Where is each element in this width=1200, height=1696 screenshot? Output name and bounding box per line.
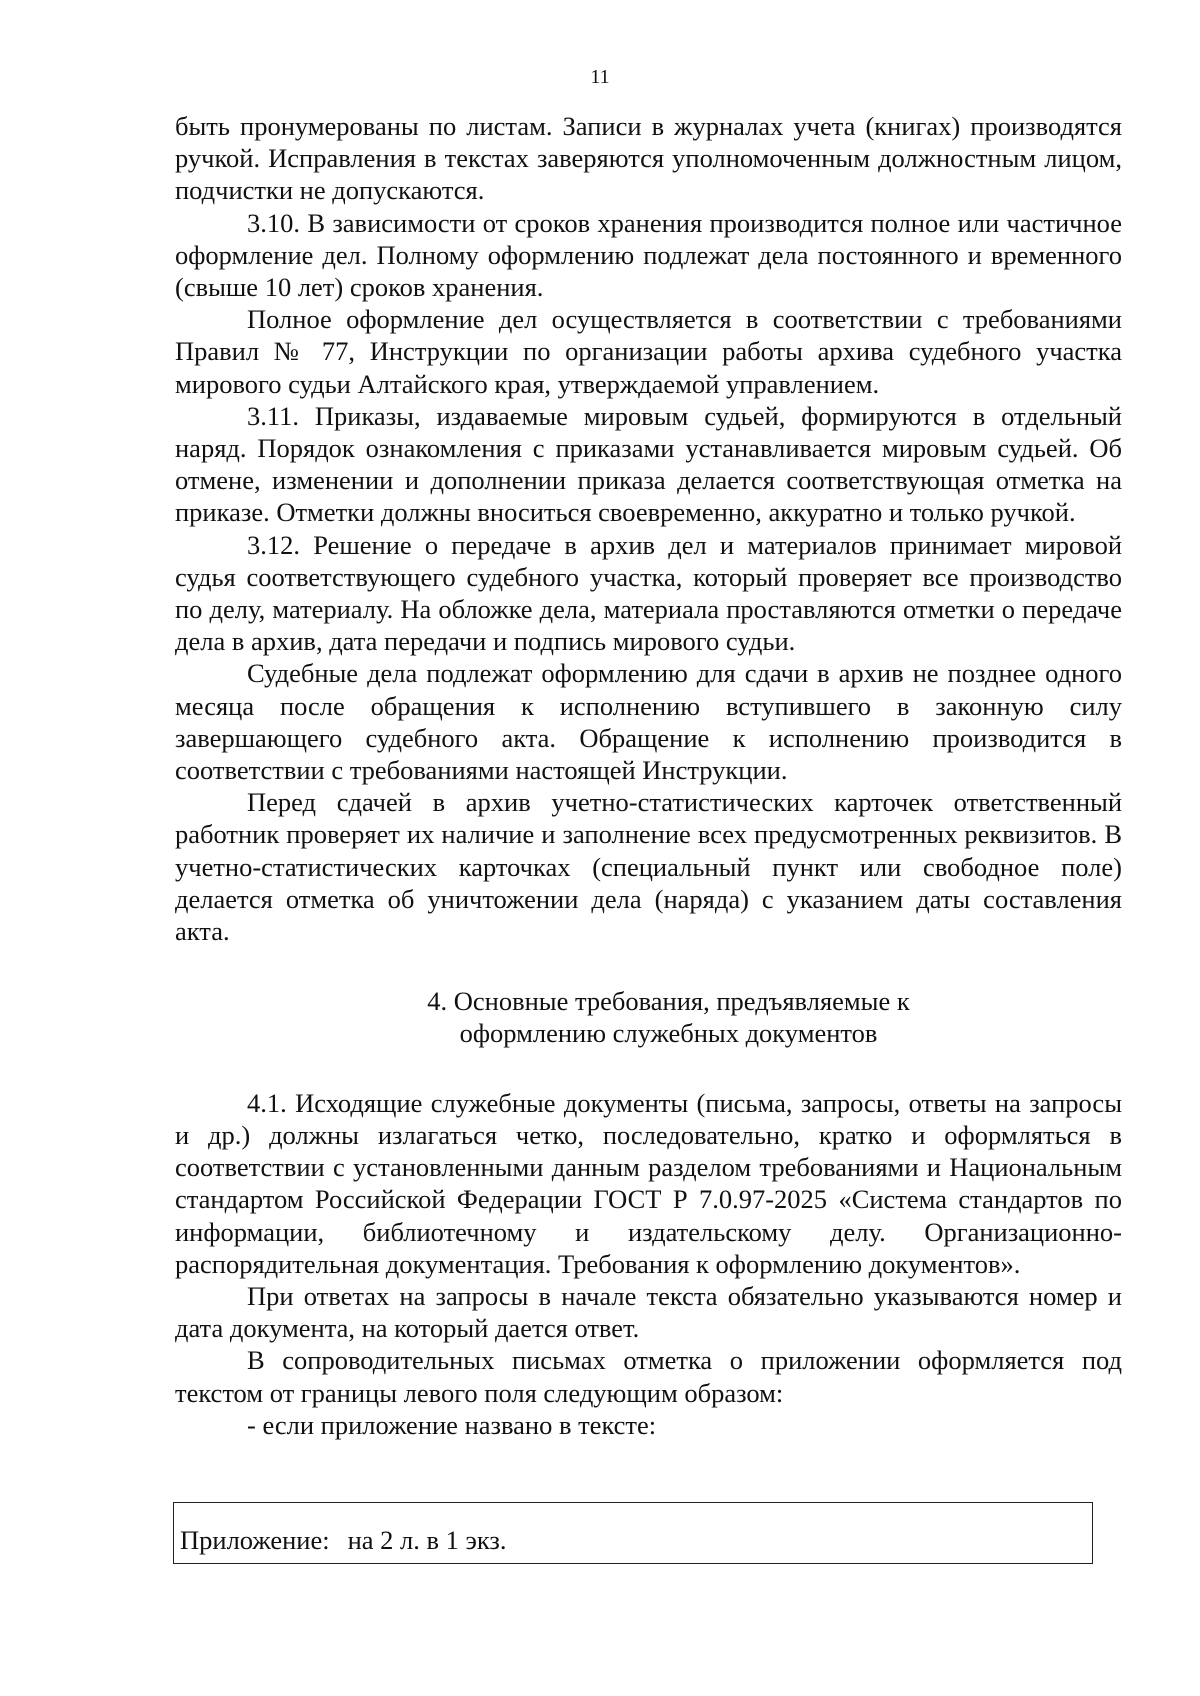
paragraph-responses: При ответах на запросы в начале текста обязательно указываются номер и дата документа, на который дается ответ. <box>175 1280 1122 1344</box>
paragraph-cover-letters: В сопроводительных письмах отметка о приложении оформляется под текстом от границы левого поля следующим образом: <box>175 1345 1122 1408</box>
paragraph-full-registration: Полное оформление дел осуществляется в соответствии с требованиями Правил № 77, Инструкции по организации работы архива судебного участка мирового судьи Алтайского края, утверждаемой управлением. <box>175 304 1122 399</box>
paragraph-continuation: быть пронумерованы по листам. Записи в журналах учета (книгах) производятся ручкой. Исправления в текстах заверяются уполномоченным должностным лицом, подчистки не допускаются. <box>175 111 1122 206</box>
paragraph-3-11: 3.11. Приказы, издаваемые мировым судьей, формируются в отдельный наряд. Порядок ознакомления с приказами устанавливается мировым судьей. Об отмене, изменении и дополнении приказа делается соответствующая отметка на приказе. Отметки должны вноситься своевременно, аккуратно и только ручкой. <box>175 400 1122 528</box>
section-heading-line-1: 4. Основные требования, предъявляемые к <box>427 986 910 1017</box>
paragraph-3-10: 3.10. В зависимости от сроков хранения производится полное или частичное оформление дел. Полному оформлению подлежат дела постоянного и временного (свыше 10 лет) сроков хранения. <box>175 207 1122 303</box>
paragraph-4-1: 4.1. Исходящие служебные документы (письма, запросы, ответы на запросы и др.) должны излагаться четко, последовательно, кратко и оформляться в соответствии с установленными данным разделом требованиями и Национальным стандартом Российской Федерации ГОСТ Р 7.0.97-2025 «Система стандартов по информации, библиотечному и издательскому делу. Организационно-распорядительная документация. Требования к оформлению документов». <box>175 1087 1122 1279</box>
document-body <box>175 110 1122 1441</box>
section-heading <box>175 985 1122 1049</box>
annex-value: на 2 л. в 1 экз. <box>347 1525 507 1555</box>
paragraph-court-cases: Судебные дела подлежат оформлению для сдачи в архив не позднее одного месяца после обращения к исполнению вступившего в законную силу завершающего судебного акта. Обращение к исполнению производится в соответствии с требованиями настоящей Инструкции. <box>175 658 1122 786</box>
paragraph-3-12: 3.12. Решение о передаче в архив дел и материалов принимает мировой судья соответствующего судебного участка, который проверяет все производство по делу, материалу. На обложке дела, материала проставляются отметки о передаче дела в архив, дата передачи и подпись мирового судьи. <box>175 529 1122 657</box>
paragraph-annex-case: - если приложение названо в тексте: <box>247 1409 657 1440</box>
page-number: 11 <box>590 66 610 88</box>
paragraph-cards: Перед сдачей в архив учетно-статистических карточек ответственный работник проверяет их наличие и заполнение всех предусмотренных реквизитов. В учетно-статистических карточках (специальный пункт или свободное поле) делается отметка об уничтожении дела (наряда) с указанием даты составления акта. <box>175 787 1122 947</box>
section-heading-line-2: оформлению служебных документов <box>459 1018 878 1049</box>
annex-example-box <box>173 1502 1093 1564</box>
annex-label: Приложение: <box>180 1525 330 1555</box>
